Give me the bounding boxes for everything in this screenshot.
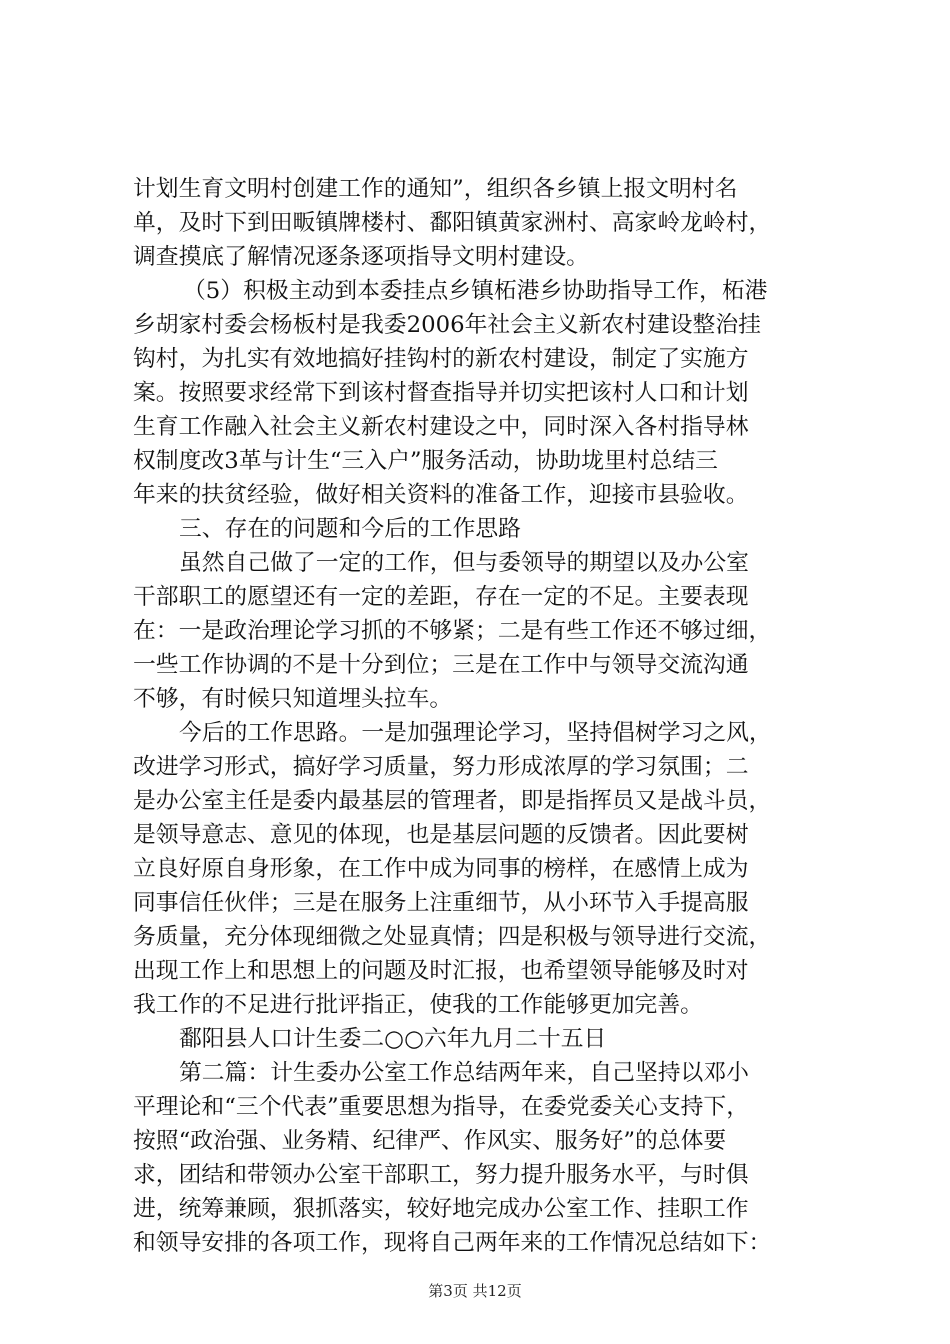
text-line: 进，统筹兼顾，狠抓落实，较好地完成办公室工作、挂职工作 [133,1196,749,1222]
text-line: 案。按照要求经常下到该村督查指导并切实把该村人口和计划 [133,380,749,406]
text-line: 一些工作协调的不是十分到位；三是在工作中与领导交流沟通 [133,652,749,678]
text-line: 改进学习形式，搞好学习质量，努力形成浓厚的学习氛围；二 [133,754,749,780]
signature-date-line: 鄱阳县人口计生委二○○六年九月二十五日 [179,1026,607,1052]
text-line: 求，团结和带领办公室干部职工，努力提升服务水平，与时俱 [133,1162,749,1188]
text-line: 干部职工的愿望还有一定的差距，存在一定的不足。主要表现 [133,584,749,610]
text-line: 调查摸底了解情况逐条逐项指导文明村建设。 [133,244,589,270]
text-line: 我工作的不足进行批评指正，使我的工作能够更加完善。 [133,992,703,1018]
text-line: 务质量，充分体现细微之处显真情；四是积极与领导进行交流， [133,924,772,950]
text-line: 钩村，为扎实有效地搞好挂钩村的新农村建设，制定了实施方 [133,346,749,372]
text-line: 按照“政治强、业务精、纪律严、作风实、服务好”的总体要 [133,1128,727,1154]
text-line: 年来的扶贫经验，做好相关资料的准备工作，迎接市县验收。 [133,482,749,508]
text-line: 不够，有时候只知道埋头拉车。 [133,686,453,712]
page-number-footer: 第3页 共12页 [428,1282,522,1300]
text-line: 乡胡家村委会杨板村是我委2006年社会主义新农村建设整治挂 [133,312,761,338]
text-line: 权制度改3革与计生“三入户”服务活动，协助垅里村总结三 [133,448,718,474]
text-line: 和领导安排的各项工作，现将自己两年来的工作情况总结如下： [133,1230,772,1256]
text-line: 虽然自己做了一定的工作，但与委领导的期望以及办公室 [179,550,749,576]
text-line: 出现工作上和思想上的问题及时汇报，也希望领导能够及时对 [133,958,749,984]
text-line: 第二篇：计生委办公室工作总结两年来，自己坚持以邓小 [179,1060,749,1086]
document-body [133,172,828,1260]
text-line: 平理论和“三个代表”重要思想为指导，在委党委关心支持下， [133,1094,750,1120]
text-line: 生育工作融入社会主义新农村建设之中，同时深入各村指导林 [133,414,749,440]
text-line: 是办公室主任是委内最基层的管理者，即是指挥员又是战斗员， [133,788,772,814]
text-line: 单，及时下到田畈镇牌楼村、鄱阳镇黄家洲村、高家岭龙岭村， [133,210,772,236]
text-line: 立良好原自身形象，在工作中成为同事的榜样，在感情上成为 [133,856,749,882]
section-heading: 三、存在的问题和今后的工作思路 [179,516,521,542]
text-line: 同事信任伙伴；三是在服务上注重细节，从小环节入手提高服 [133,890,749,916]
text-line: 今后的工作思路。一是加强理论学习，坚持倡树学习之风， [179,720,772,746]
text-line: （5）积极主动到本委挂点乡镇柘港乡协助指导工作，柘港 [183,278,768,304]
text-line: 计划生育文明村创建工作的通知”，组织各乡镇上报文明村名 [133,176,738,202]
text-line: 在：一是政治理论学习抓的不够紧；二是有些工作还不够过细， [133,618,772,644]
text-line: 是领导意志、意见的体现，也是基层问题的反馈者。因此要树 [133,822,749,848]
